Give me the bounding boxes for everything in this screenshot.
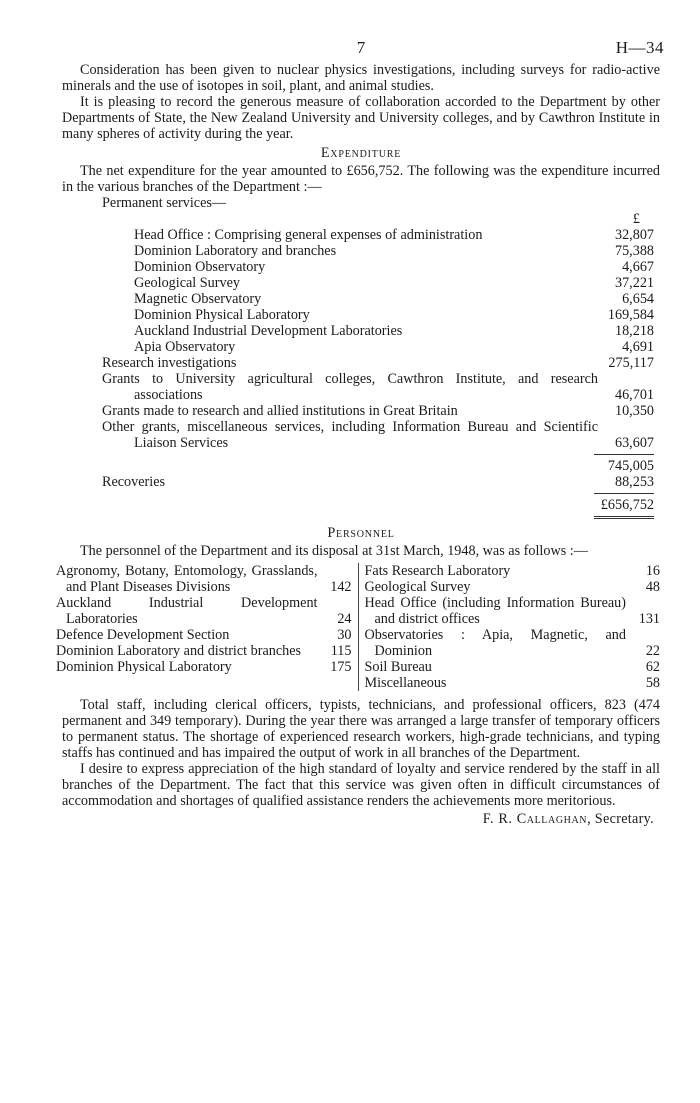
gross-total: 745,005 [607,458,654,474]
signature [62,811,660,827]
closing-paragraph-2: I desire to express appreciation of the high standard of loyalty and service rendered by the staff in all branches of the Department. The fact that this service was given often in difficult circumstances of accommodation and shortages of qualified assistance renders the achievements more meritorious. [62,761,660,809]
expense-amount: 37,221 [614,275,654,291]
expense-label: Dominion Observatory [134,259,266,275]
table-row [102,419,654,451]
personnel-label: Geological Survey [364,579,471,595]
expense-amount: 10,350 [614,403,654,419]
expense-amount: 169,584 [607,307,654,323]
list-item [56,659,352,675]
personnel-count: 22 [645,643,660,659]
table-row [102,323,654,339]
table-row [102,403,654,419]
expenditure-heading: Expenditure [320,145,402,161]
personnel-label: Miscellaneous [364,675,447,691]
table-row [102,355,654,371]
expense-label: Grants to University agricultural colleges, Cawthron Institute, and research associations [102,371,598,403]
list-item [365,659,661,675]
list-item [365,563,661,579]
expense-label: Dominion Laboratory and branches [134,243,337,259]
table-row [102,497,654,513]
expense-label: Geological Survey [134,275,240,291]
personnel-count: 62 [645,659,660,675]
personnel-count: 24 [337,611,352,627]
personnel-label: Agronomy, Botany, Entomology, Grasslands, and Plant Diseases Divisions [56,563,318,595]
personnel-label: Dominion Physical Laboratory [56,659,232,675]
list-item [56,595,352,627]
table-row [102,243,654,259]
document-reference: H—34 [615,38,664,57]
personnel-count: 16 [645,563,660,579]
table-row [102,259,654,275]
intro-paragraph-1: Consideration has been given to nuclear physics investigations, including surveys for radio-active minerals and the use of isotopes in soil, plant, and animal studies. [62,62,660,94]
list-item [365,579,661,595]
signatory-name: F. R. Callaghan [482,811,588,827]
expenditure-table [102,195,654,522]
expense-amount: 4,691 [622,339,654,355]
expense-label: Head Office : Comprising general expenses of administration [134,227,483,243]
list-item [365,627,661,659]
expense-amount: 18,218 [614,323,654,339]
sum-rule [102,451,654,458]
personnel-count: 58 [645,675,660,691]
expense-label: Auckland Industrial Development Laboratories [134,323,403,339]
closing-paragraph-1: Total staff, including clerical officers, typists, technicians, and professional officers, 823 (474 permanent and 349 temporary). During the year there was arranged a large transfer of temporary officers to permanent status. The shortage of experienced research workers, high-grade technicians, and typing staffs has continued and has impaired the output of work in all branches of the Department. [62,697,660,761]
personnel-label: Fats Research Laboratory [364,563,511,579]
recoveries-label: Recoveries [102,474,166,490]
document-page [56,38,664,827]
expense-amount: 46,701 [614,387,654,403]
intro-paragraph-2: It is pleasing to record the generous measure of collaboration accorded to the Department by other Departments of State, the New Zealand University and University colleges, and by Cawthron Institute in many spheres of activity during the year. [62,94,660,142]
expense-amount: 4,667 [622,259,654,275]
currency-symbol: £ [632,211,640,227]
list-item [56,563,352,595]
permanent-services-label: Permanent services— [102,195,227,211]
table-row [102,307,654,323]
personnel-label: Defence Development Section [56,627,230,643]
personnel-count: 142 [330,579,352,595]
list-item [365,675,661,691]
expense-label: Research investigations [102,355,237,371]
expense-amount: 6,654 [622,291,654,307]
personnel-paragraph: The personnel of the Department and its disposal at 31st March, 1948, was as follows :— [80,543,588,559]
expenditure-paragraph: The net expenditure for the year amounted to £656,752. The following was the expenditure incurred in the various branches of the Department :— [62,163,660,195]
table-row [102,474,654,490]
personnel-heading: Personnel [327,525,395,541]
personnel-count: 131 [638,611,660,627]
personnel-table [56,563,660,691]
table-row [102,195,654,211]
personnel-count: 175 [330,659,352,675]
personnel-column-left [56,563,358,691]
personnel-label: Auckland Industrial Development Laboratories [56,595,318,627]
personnel-label: Head Office (including Information Bureau) and district offices [364,595,626,627]
expense-amount: 75,388 [614,243,654,259]
table-row [102,371,654,403]
table-row [102,275,654,291]
personnel-count: 115 [330,643,352,659]
personnel-label: Dominion Laboratory and district branches [56,643,302,659]
list-item [56,627,352,643]
personnel-column-right [358,563,661,691]
signatory-title: , Secretary. [587,811,654,827]
table-row [102,458,654,474]
expense-amount: £ 32,807 [598,211,654,243]
expense-label: Magnetic Observatory [134,291,262,307]
personnel-label: Soil Bureau [364,659,432,675]
list-item [365,595,661,627]
personnel-count: 30 [337,627,352,643]
expense-label: Dominion Physical Laboratory [134,307,310,323]
table-row [102,211,654,243]
page-header [62,38,664,62]
table-row [102,339,654,355]
page-number: 7 [356,38,366,57]
expense-label: Apia Observatory [134,339,236,355]
expense-label: Other grants, miscellaneous services, including Information Bureau and Scientific Liaison Services [102,419,598,451]
table-row [102,291,654,307]
recoveries-amount: 88,253 [614,474,654,490]
expense-amount: 63,607 [614,435,654,451]
sum-rule [102,490,654,497]
expense-amount: 275,117 [608,355,654,371]
personnel-label: Observatories : Apia, Magnetic, and Dominion [364,627,626,659]
net-total: £656,752 [600,497,654,513]
personnel-count: 48 [645,579,660,595]
list-item [56,643,352,659]
total-double-rule [102,513,654,522]
expense-label: Grants made to research and allied institutions in Great Britain [102,403,458,419]
